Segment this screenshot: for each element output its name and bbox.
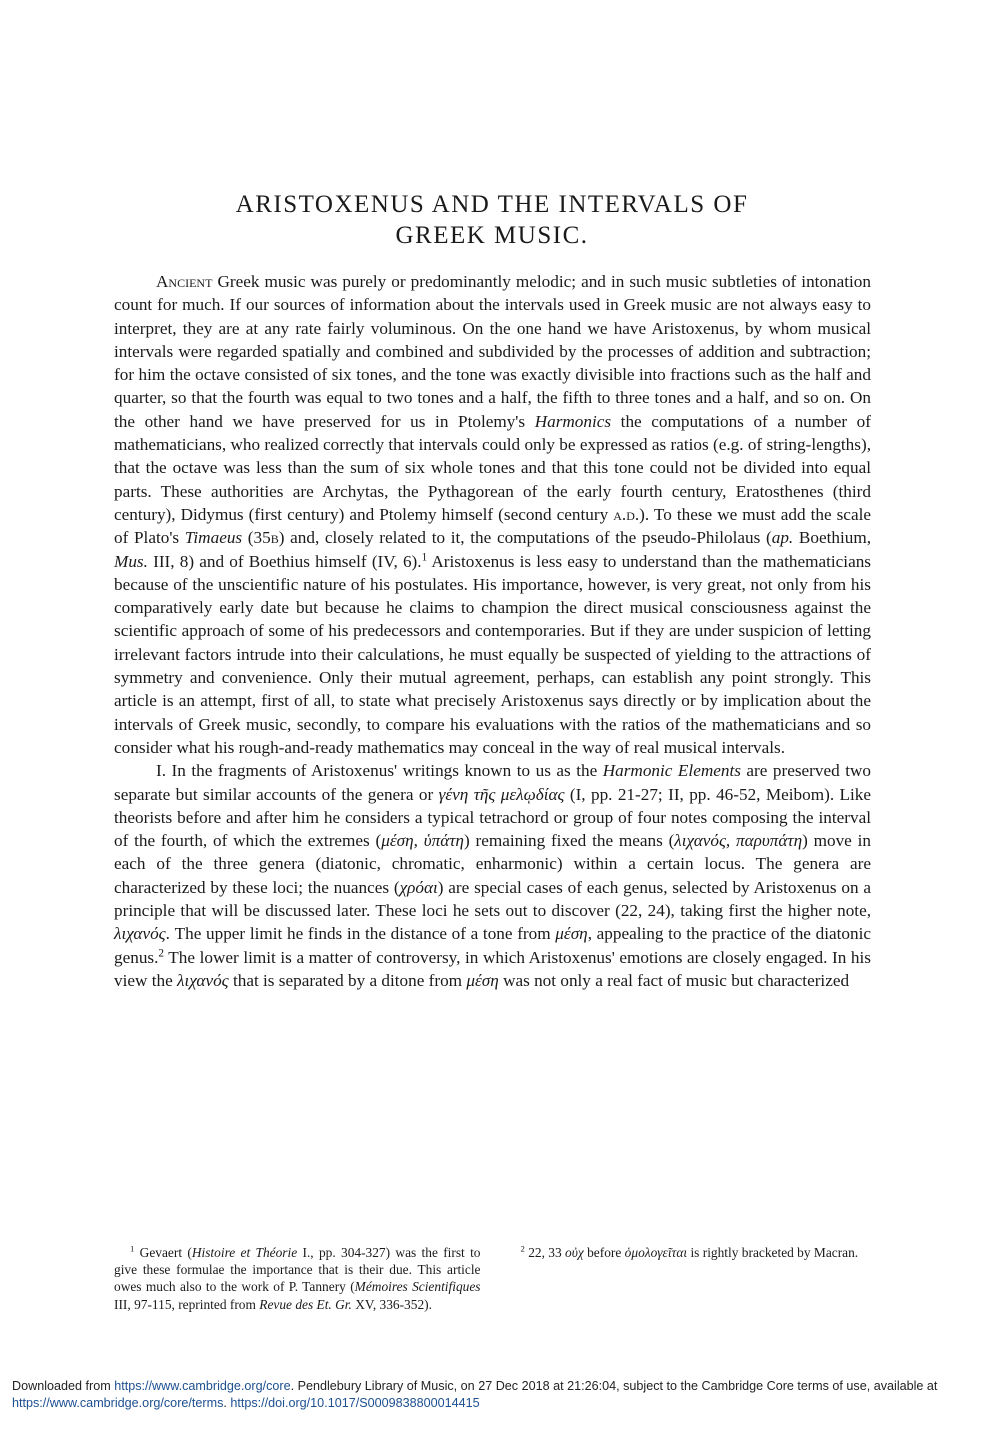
- footnote-ref-2[interactable]: 2: [158, 946, 164, 959]
- italic-run: Harmonics: [534, 411, 612, 431]
- text-run: XV, 336-352).: [351, 1296, 432, 1312]
- italic-run: Harmonic Elements: [602, 761, 741, 781]
- text-run: are preserved two separate but similar accounts of the genera or: [114, 761, 871, 804]
- footnote-column-1: [114, 1244, 481, 1313]
- italic-run: Mus.: [114, 551, 148, 571]
- small-caps-run: b: [270, 528, 279, 548]
- italic-run: Mémoires Scientifiques: [354, 1279, 481, 1295]
- greek-run: μέση: [555, 924, 588, 944]
- small-caps-run: a.d.: [613, 504, 640, 524]
- italic-run: Revue des Et. Gr.: [259, 1296, 352, 1312]
- paragraph-section-1: [114, 759, 871, 992]
- text-run: ) and, closely related to it, the computations of the pseudo-Philolaus (: [278, 528, 772, 548]
- text-run: (I, pp. 21-27; II, pp. 46-52, Meibom). Like theorists before and after him he considers a typical tetrachord or group of four notes composing the interval of the fourth, of which the extremes (: [114, 784, 871, 851]
- text-run: . The upper limit he finds in the distance of a tone from: [165, 924, 556, 944]
- text-run: that is separated by a ditone from: [228, 970, 467, 990]
- text-run: ) remaining fixed the means (: [463, 831, 675, 851]
- download-footer: [12, 1378, 972, 1412]
- lead-word: Ancient: [156, 272, 213, 291]
- italic-run: Timaeus: [184, 528, 243, 548]
- footer-text: Downloaded from: [12, 1379, 115, 1393]
- italic-run: Histoire et Théorie: [191, 1245, 298, 1260]
- text-run: III, 97-115, reprinted from: [114, 1296, 260, 1312]
- doi-link[interactable]: https://doi.org/10.1017/S0009838800014415: [230, 1396, 480, 1410]
- greek-run: λιχανός, παρυπάτη: [674, 831, 803, 851]
- footnote-ref-1[interactable]: 1: [421, 550, 428, 563]
- text-run: The lower limit is a matter of controversy, in which Aristoxenus' emotions are closely engaged. In his view the: [114, 947, 871, 990]
- text-run: Gevaert (: [134, 1245, 192, 1260]
- footnote-number: 2: [520, 1243, 525, 1254]
- greek-run: λιχανός: [177, 970, 229, 990]
- greek-run: χρόαι: [399, 877, 438, 897]
- article-body: [114, 270, 871, 992]
- footnote-column-2: [505, 1244, 872, 1313]
- footer-text: . Pendlebury Library of Music, on 27 Dec 2018 at 21:26:04, subject to the Cambridge Core terms of use, available at: [290, 1379, 938, 1393]
- text-run: I. In the fragments of Aristoxenus' writings known to us as the: [156, 761, 603, 781]
- greek-run: γένη τῆς μελῳδίας: [438, 784, 565, 804]
- footer-text: .: [223, 1396, 231, 1410]
- footnote-2: [505, 1244, 872, 1261]
- greek-run: ὁμολογεῖται: [624, 1245, 688, 1260]
- text-run: III, 8) and of Boethius himself (IV, 6).: [147, 551, 422, 571]
- title-line-2: GREEK MUSIC.: [395, 222, 589, 249]
- greek-run: μέση, ὑπάτη: [381, 831, 464, 851]
- footnotes: [114, 1244, 871, 1313]
- text-run: (35: [242, 528, 271, 548]
- text-run: Aristoxenus is less easy to understand than the mathematicians because of the unscientific nature of his postulates. His importance, however, is very great, not only from his comparatively early date but because he claims to champion the direct musical consciousness against the scientific approach of some of his predecessors and contemporaries. But if they are under suspicion of letting irrelevant factors intrude into their calculations, he must equally be suspected of yielding to the attractions of symmetry and convenience. Only their mutual agreement, perhaps, can establish any point strongly. This article is an attempt, first of all, to state what precisely Aristoxenus says directly or by implication about the intervals of Greek music, secondly, to compare his evaluations with the ratios of the mathematicians and so consider what his rough-and-ready mathematics may conceal in the way of real musical intervals.: [114, 551, 871, 757]
- text-run: ). To these we must add the scale of Plato's: [114, 504, 871, 548]
- text-run: was not only a real fact of music but characterized: [498, 970, 850, 990]
- text-run: 22, 33: [524, 1245, 566, 1260]
- text-run: I., pp. 304-327) was the first to give these formulae the importance that is their due. This article owes much also to the work of P. Tannery (: [114, 1245, 481, 1295]
- greek-run: λιχανός: [114, 924, 166, 944]
- cambridge-core-link[interactable]: https://www.cambridge.org/core: [114, 1379, 291, 1393]
- text-run: before: [583, 1245, 625, 1260]
- terms-link[interactable]: https://www.cambridge.org/core/terms: [12, 1396, 224, 1410]
- text-run: Boethium,: [793, 528, 871, 548]
- greek-run: οὐχ: [565, 1245, 584, 1260]
- text-run: is rightly bracketed by Macran.: [687, 1245, 859, 1260]
- text-run: Greek music was purely or predominantly melodic; and in such music subtleties of intonation count for much. If our sources of information about the intervals used in Greek music are not always easy to interpret, they are at any rate fairly voluminous. On the one hand we have Aristoxenus, by whom musical intervals were regarded spatially and combined and subdivided by the processes of addition and subtraction; for him the octave consisted of six tones, and the tone was exactly divisible into fractions such as the half and quarter, so that the fourth was equal to two tones and a half, the fifth to three tones and a half, and so on. On the other hand we have preserved for us in Ptolemy's: [114, 272, 871, 431]
- text-run: ) move in each of the three genera (diatonic, chromatic, enharmonic) within a certain locus. The genera are characterized by these loci; the nuances (: [114, 831, 871, 897]
- paragraph-intro: [114, 270, 871, 759]
- text-run: ) are special cases of each genus, selected by Aristoxenus on a principle that will be discussed later. These loci he sets out to discover (22, 24), taking first the higher note,: [114, 877, 871, 921]
- article-title: [100, 189, 884, 251]
- footnote-number: 1: [130, 1243, 135, 1254]
- text-run: the computations of a number of mathematicians, who realized correctly that intervals could only be expressed as ratios (e.g. of string-lengths), that the octave was less than the sum of six whole tones and that this tone could not be divided into equal parts. These authorities are Archytas, the Pythagorean of the early fourth century, Eratosthenes (third century), Didymus (first century) and Ptolemy himself (second century: [114, 411, 871, 524]
- greek-run: μέση: [466, 970, 499, 990]
- footnote-1: [114, 1244, 481, 1313]
- text-run: , appealing to the practice of the diatonic genus.: [114, 924, 871, 967]
- title-line-1: ARISTOXENUS AND THE INTERVALS OF: [235, 191, 749, 218]
- italic-run: ap.: [771, 528, 794, 548]
